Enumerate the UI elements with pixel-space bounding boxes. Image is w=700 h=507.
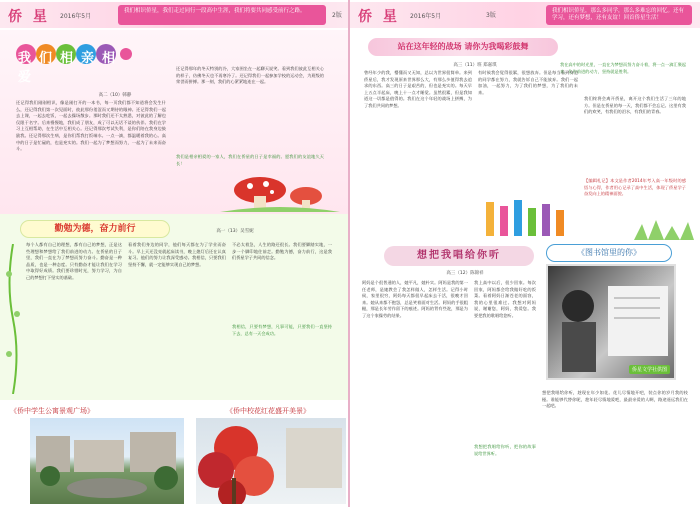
photo-caption-box: [546, 244, 672, 262]
article-1-col-3: 我们终将会离开侨星，离开这个我们生活了三年的地方。但是在侨星的每一天，我们都不会忘记。这里有我们的欢笑，有我们的泪水，有我们的青春。: [584, 96, 686, 115]
banner-title: 站在这年轻的战场 请你为我喝彩鼓舞: [397, 42, 529, 51]
article-2-byline: 高一（13）吴雪妮: [216, 229, 254, 234]
article-2-col-3: 想把我唱给你听，趁现在年少如花。花儿尽情地开吧，装点你的岁月我的枝桠。谁能够代替你呢，趁年轻尽情地爱吧，最最亲爱的人啊，路途遥远我们在一起吧。: [542, 390, 688, 409]
article-1-title: 我们相亲相爱: [14, 38, 132, 70]
photo-section: [0, 400, 350, 507]
article-2-title-ribbon: [384, 246, 534, 266]
article-2-title: 想把我唱给你听: [417, 250, 501, 261]
photo-stamp: 侨星文学社供图: [629, 365, 670, 374]
flowering-tree-icon: [196, 418, 346, 504]
editor-note: 【编辑札记】本文是作者2014年考入高一年级时的感悟与心得，作者用心记录了高中生活，体现了侨星学子奋发向上的精神面貌。: [584, 178, 686, 197]
article-2-col-2: 看着我们身边的同学，他们每天都在为了学业而奋斗。早上天还没亮就起床读书，晚上熄灯后还在认真复习。他们的努力让我深受感动。我相信，只要我们坚持不懈，就一定能够实现自己的梦想。: [128, 242, 226, 267]
mushroom-icon: [220, 176, 340, 214]
article-1-block: [350, 30, 700, 240]
article-1-block: [0, 30, 350, 214]
issue-date: 2016年5月: [410, 13, 442, 20]
article-1-col-2: 有时候我会觉得很累，很想放弃。但是每当看到身边的同学都在努力，我就告诉自己不能放弃。我们一起加油，一起努力，为了我们的梦想，为了我们的未来。: [478, 70, 578, 95]
vine-left-icon: [4, 244, 22, 394]
article-1-col-1: 曾经年少的我，懵懂而又无知，总以为世界很简单。来到侨星后，我才发现原来世界那么大，有那么多值得我去追求的东西。高三的日子是艰苦的，但也是充实的。每天早上五点半起床，晚上十一点才睡觉。虽然很累，但是我知道这一切都是值得的。我们在这个年轻的战场上拼搏，为了我们共同的梦想。: [364, 70, 472, 108]
left-header: [0, 0, 348, 30]
article-1-body-2: 还记得那年的冬天特别的冷，大家围坐在一起聊天说笑。看到我们彼此互相关心的样子，仿佛冬天也不再寒冷了。还记得我们一起参加学校的运动会，为班级的荣誉而拼搏。那一刻，我们的心紧紧地连在一起。: [176, 66, 324, 85]
library-photo: [546, 264, 676, 380]
article-2-col-1: 每个人都有自己的理想，都有自己的梦想，正是这些理想和梦想给了我们前进的动力。在侨星的日子里，我们一直在为了梦想而努力奋斗。勤奋是一种品质，也是一种态度。只有勤奋才能让我们在学习中取得好成绩。我们要珍惜时光，努力学习，为自己的梦想打下坚实的基础。: [26, 242, 122, 280]
page-number: 3版: [486, 12, 496, 19]
page-number: 2版: [332, 12, 342, 19]
article-1-quote: 我们是相亲相爱的一家人，我们在侨星的日子是幸福的。愿我们的友谊地久天长！: [176, 154, 324, 166]
article-2-title: 勤勉为德，奋力前行: [54, 224, 136, 234]
article-2-col-2: 我上高中以后，很少回家。每次回家，阿妈都会给我做好吃的饭菜。看着阿妈日渐苍老的面容，我的心里很难过。我想对阿妈说，谢谢您，阿妈，我爱您。我要把我的歌唱给您听。: [474, 280, 536, 318]
grass-icon: [634, 218, 694, 240]
issue-date: 2016年5月: [60, 13, 92, 20]
article-1-byline: 高三（11）班 郑嘉琪: [453, 63, 497, 68]
article-2-block: [350, 240, 700, 507]
photo-1-caption: 《侨中学生公寓景观广场》: [10, 407, 94, 415]
pencils-icon: [478, 198, 582, 238]
red-flowers-photo: [196, 418, 346, 504]
banner-ribbon: [368, 38, 558, 56]
right-header: [350, 0, 700, 30]
article-2-col-1: 阿妈是个很普通的人，她平凡，她朴实。阿妈是我的第一任老师，是她教会了我怎样做人，怎样生活。记得小时候，家里很穷，阿妈每天都很早起床去干活，很晚才回来。她从来都不抱怨，总是笑着面对生活。阿妈的手很粗糙，那是长年劳作留下的痕迹。阿妈的背有些驼，那是为了这个家操劳的结果。: [362, 280, 468, 318]
article-1-quote: 我在高中的时光里，一直在为梦想而努力奋斗着，将一点一滴汇聚起来，化作前进的动力，坚持就是胜利。: [560, 62, 686, 74]
article-2-block: [0, 214, 350, 400]
article-2-byline: 高三（12）陈锦祥: [446, 271, 484, 276]
article-2-highlight: 我相信，只要有梦想，凡事可能，只要我们一直坚持下去，总有一天会成功。: [232, 324, 332, 336]
article-2-quote: 我想把我唱给你听，把你的故事说给世界听。: [474, 444, 536, 456]
article-2-col-3: 不必太着急，人生的路还很长。我们要脚踏实地，一步一个脚印地往前走。勤勉为德，奋力前行，这是我们侨星学子共同的信念。: [232, 242, 332, 261]
photo-caption: 《图书馆里的你》: [577, 248, 641, 257]
article-2-title-ribbon: [20, 220, 170, 238]
article-1-byline: 高二（10）韩静: [98, 93, 132, 98]
masthead: 侨 星: [358, 9, 400, 25]
buildings-icon: [30, 418, 184, 504]
article-1-body: 还记得我们刚刚相识，像是刚打开的一本书，每一页我们都不知道将会发生什么，还记得我们第一次见面时，彼此那份羞涩而又期待的眼神。还记得我们一起去上课，一起去吃饭，一起去操场散步。那时我们还不太熟悉，对彼此的了解也仅限于名字。后来慢慢地，我们成了朋友，成了可以无话不谈的伙伴。我们在学习上互相帮助，在生活中互相关心。还记得那次考试失利，是你们陪在我身边鼓励我。还记得那次生病，是你们帮我打饭端水。一点一滴，都温暖着我的心。高中的日子是忙碌的，也是充实的。我们一起为了梦想而努力，一起为了未来而奋斗。: [16, 100, 166, 152]
masthead: 侨 星: [8, 9, 50, 25]
header-slogan: 我们相识侨星，那么多同学，那么多难忘的回忆。还有学习，还有梦想，还有友谊！回首侨星生活！: [546, 5, 692, 25]
campus-plaza-photo: [30, 418, 184, 504]
header-slogan: 我们相识侨星，我们走过同行一段高中生涯，我们将要共同感受前行之路。: [118, 5, 326, 25]
right-page: [350, 0, 700, 507]
photo-2-caption: 《侨中校花红花盛开美景》: [226, 407, 310, 415]
library-reader-icon: [548, 266, 674, 378]
